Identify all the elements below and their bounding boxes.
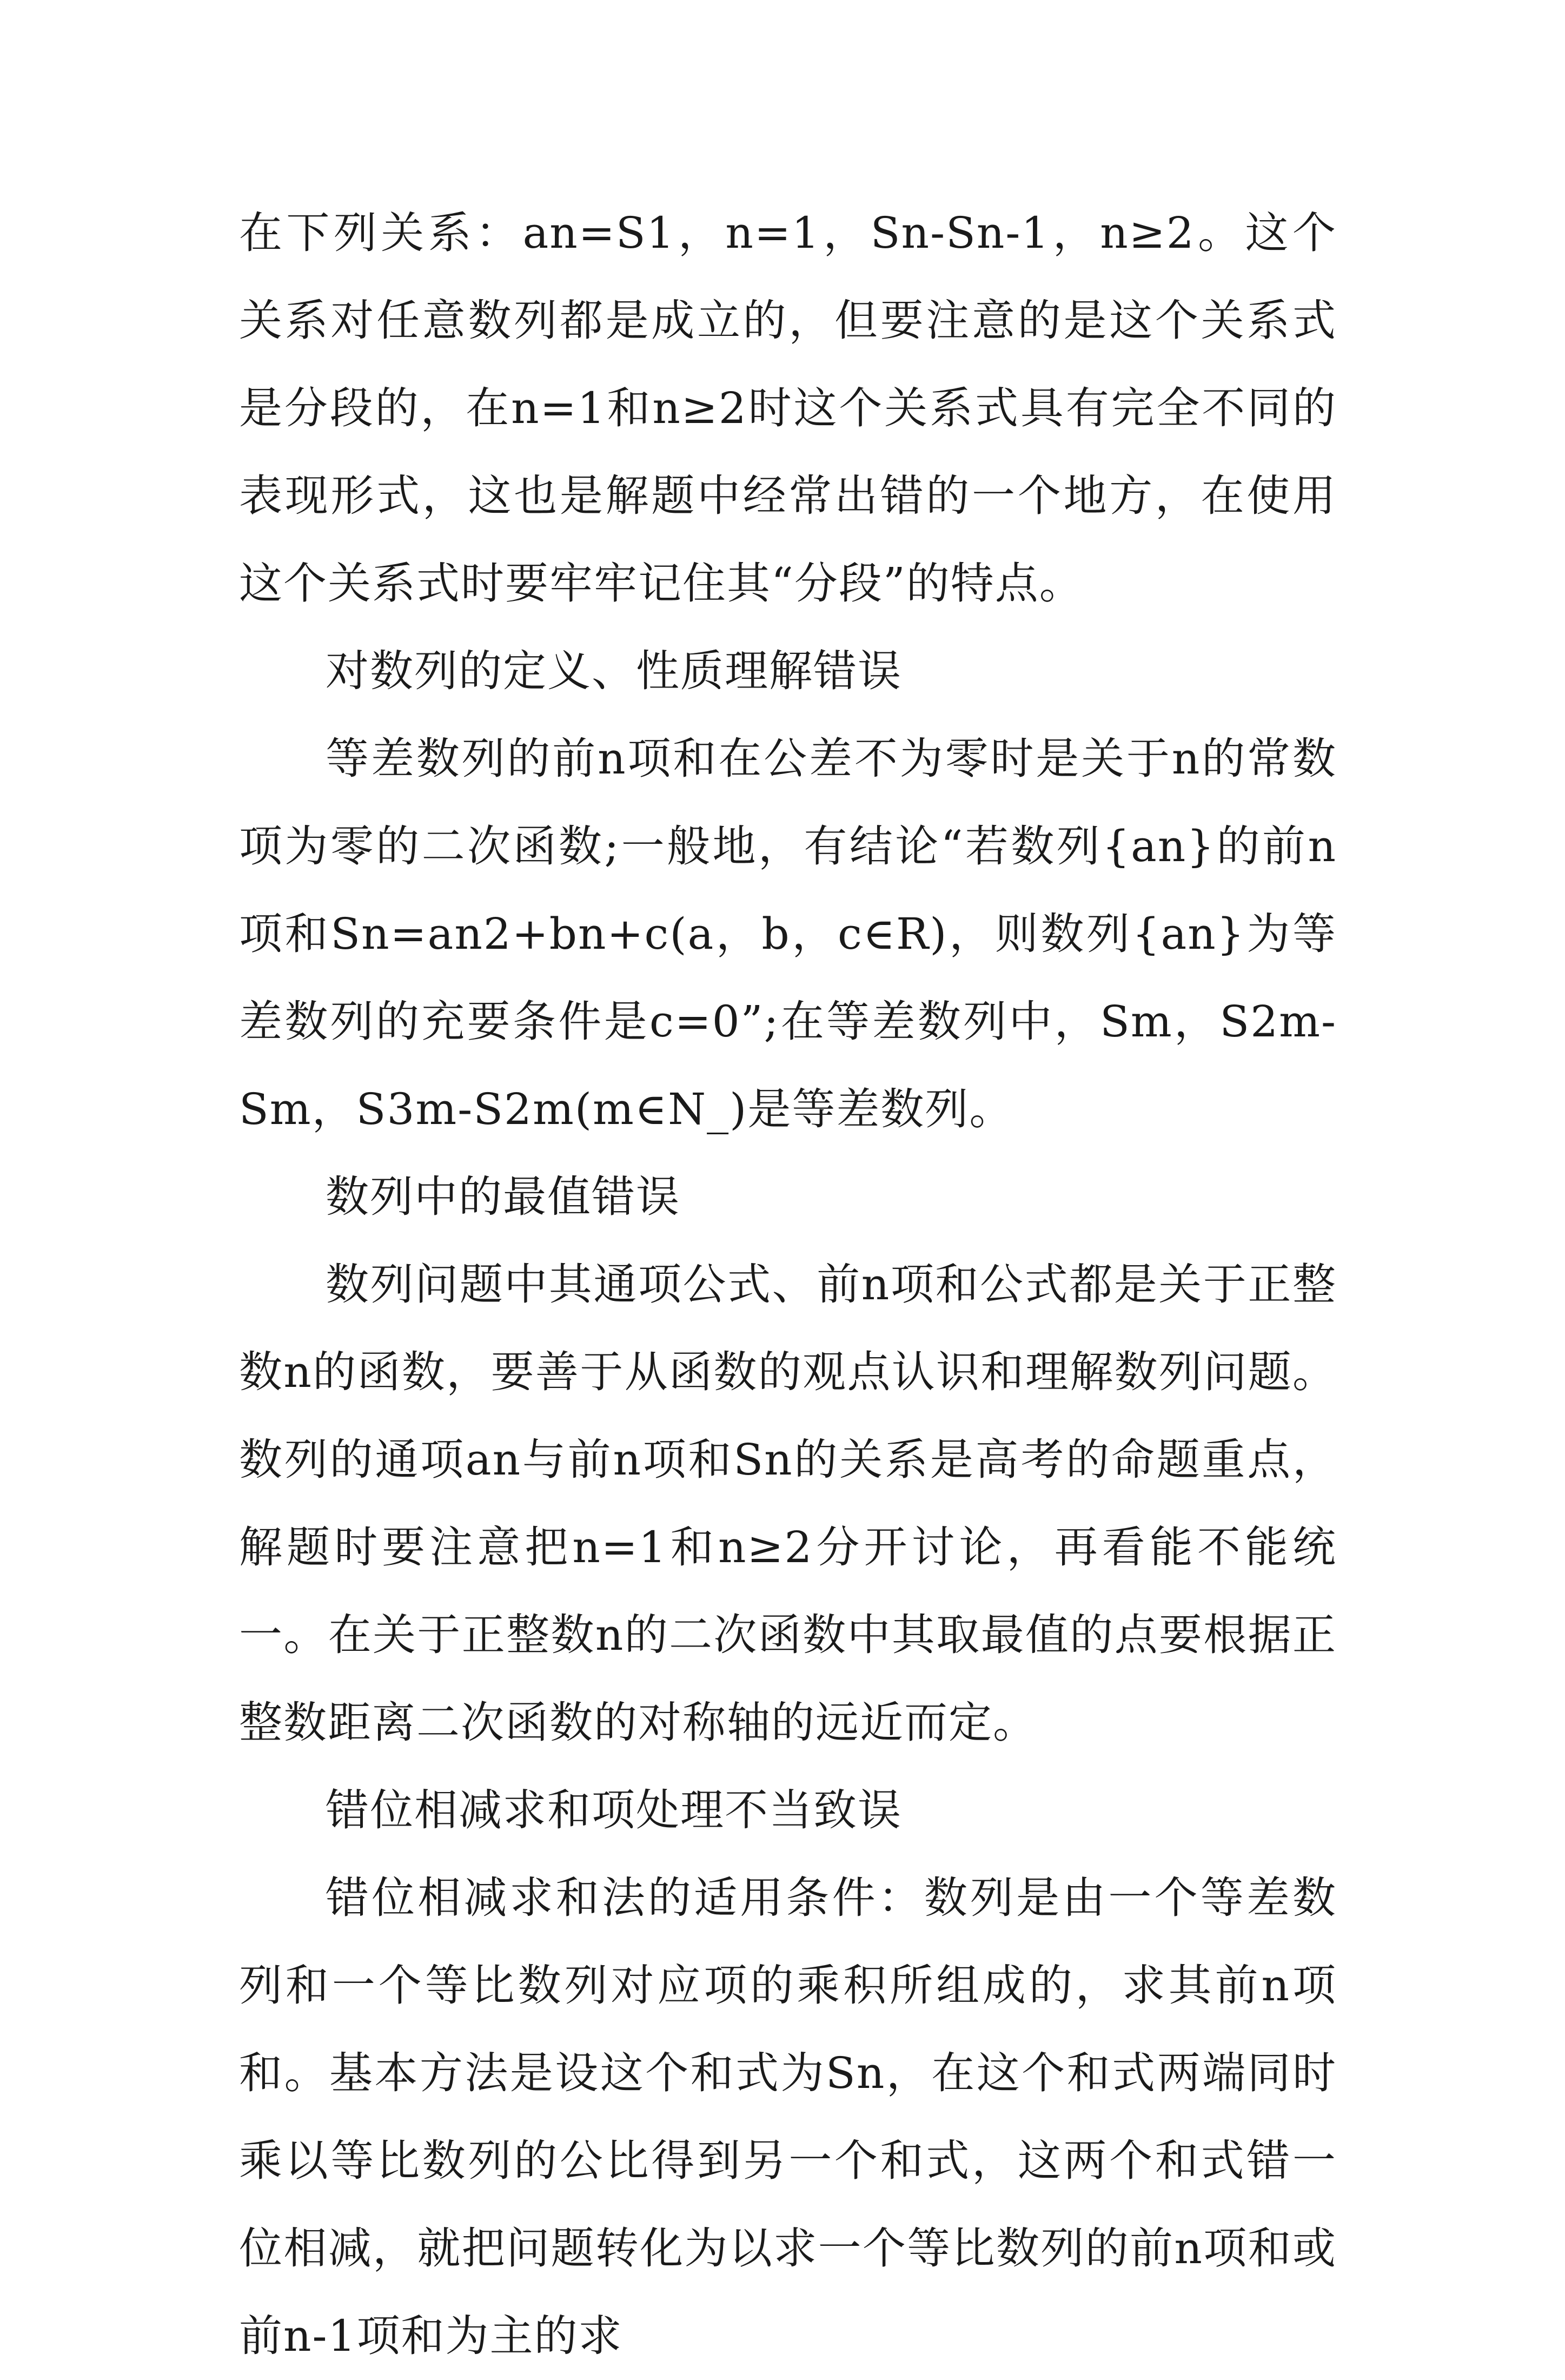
paragraph-arithmetic-sequence-sum: 等差数列的前n项和在公差不为零时是关于n的常数项为零的二次函数;一般地，有结论“若数列{an}的前n项和Sn=an2+bn+c(a，b，c∈R)，则数列{an}为等差数列的充要条件是c=0”;在等差数列中，Sm，S2m-Sm，S3m-S2m(m∈N_)是等差数列。 [239, 733, 1337, 1134]
paragraph-sequence-as-function: 数列问题中其通项公式、前n项和公式都是关于正整数n的函数，要善于从函数的观点认识和理解数列问题。数列的通项an与前n项和Sn的关系是高考的命题重点，解题时要注意把n=1和n≥2分开讨论，再看能不能统一。在关于正整数n的二次函数中其取最值的点要根据正整数距离二次函数的对称轴的远近而定。 [239, 1259, 1337, 1748]
heading-misaligned-subtraction-errors: 错位相减求和项处理不当致误 [326, 1785, 902, 1835]
paragraph-misaligned-subtraction-method: 错位相减求和法的适用条件：数列是由一个等差数列和一个等比数列对应项的乘积所组成的，求其前n项和。基本方法是设这个和式为Sn，在这个和式两端同时乘以等比数列的公比得到另一个和式，这两个和式错一位相减，就把问题转化为以求一个等比数列的前n项和或前n-1项和为主的求 [239, 1873, 1337, 2361]
heading-definition-errors: 对数列的定义、性质理解错误 [326, 646, 902, 696]
heading-extreme-value-errors: 数列中的最值错误 [326, 1172, 680, 1222]
document-body [239, 189, 1337, 2380]
paragraph-an-sn-relation: 在下列关系：an=S1，n=1，Sn-Sn-1，n≥2。这个关系对任意数列都是成立的，但要注意的是这个关系式是分段的，在n=1和n≥2时这个关系式具有完全不同的表现形式，这也是解题中经常出错的一个地方，在使用这个关系式时要牢牢记住其“分段”的特点。 [239, 208, 1337, 609]
